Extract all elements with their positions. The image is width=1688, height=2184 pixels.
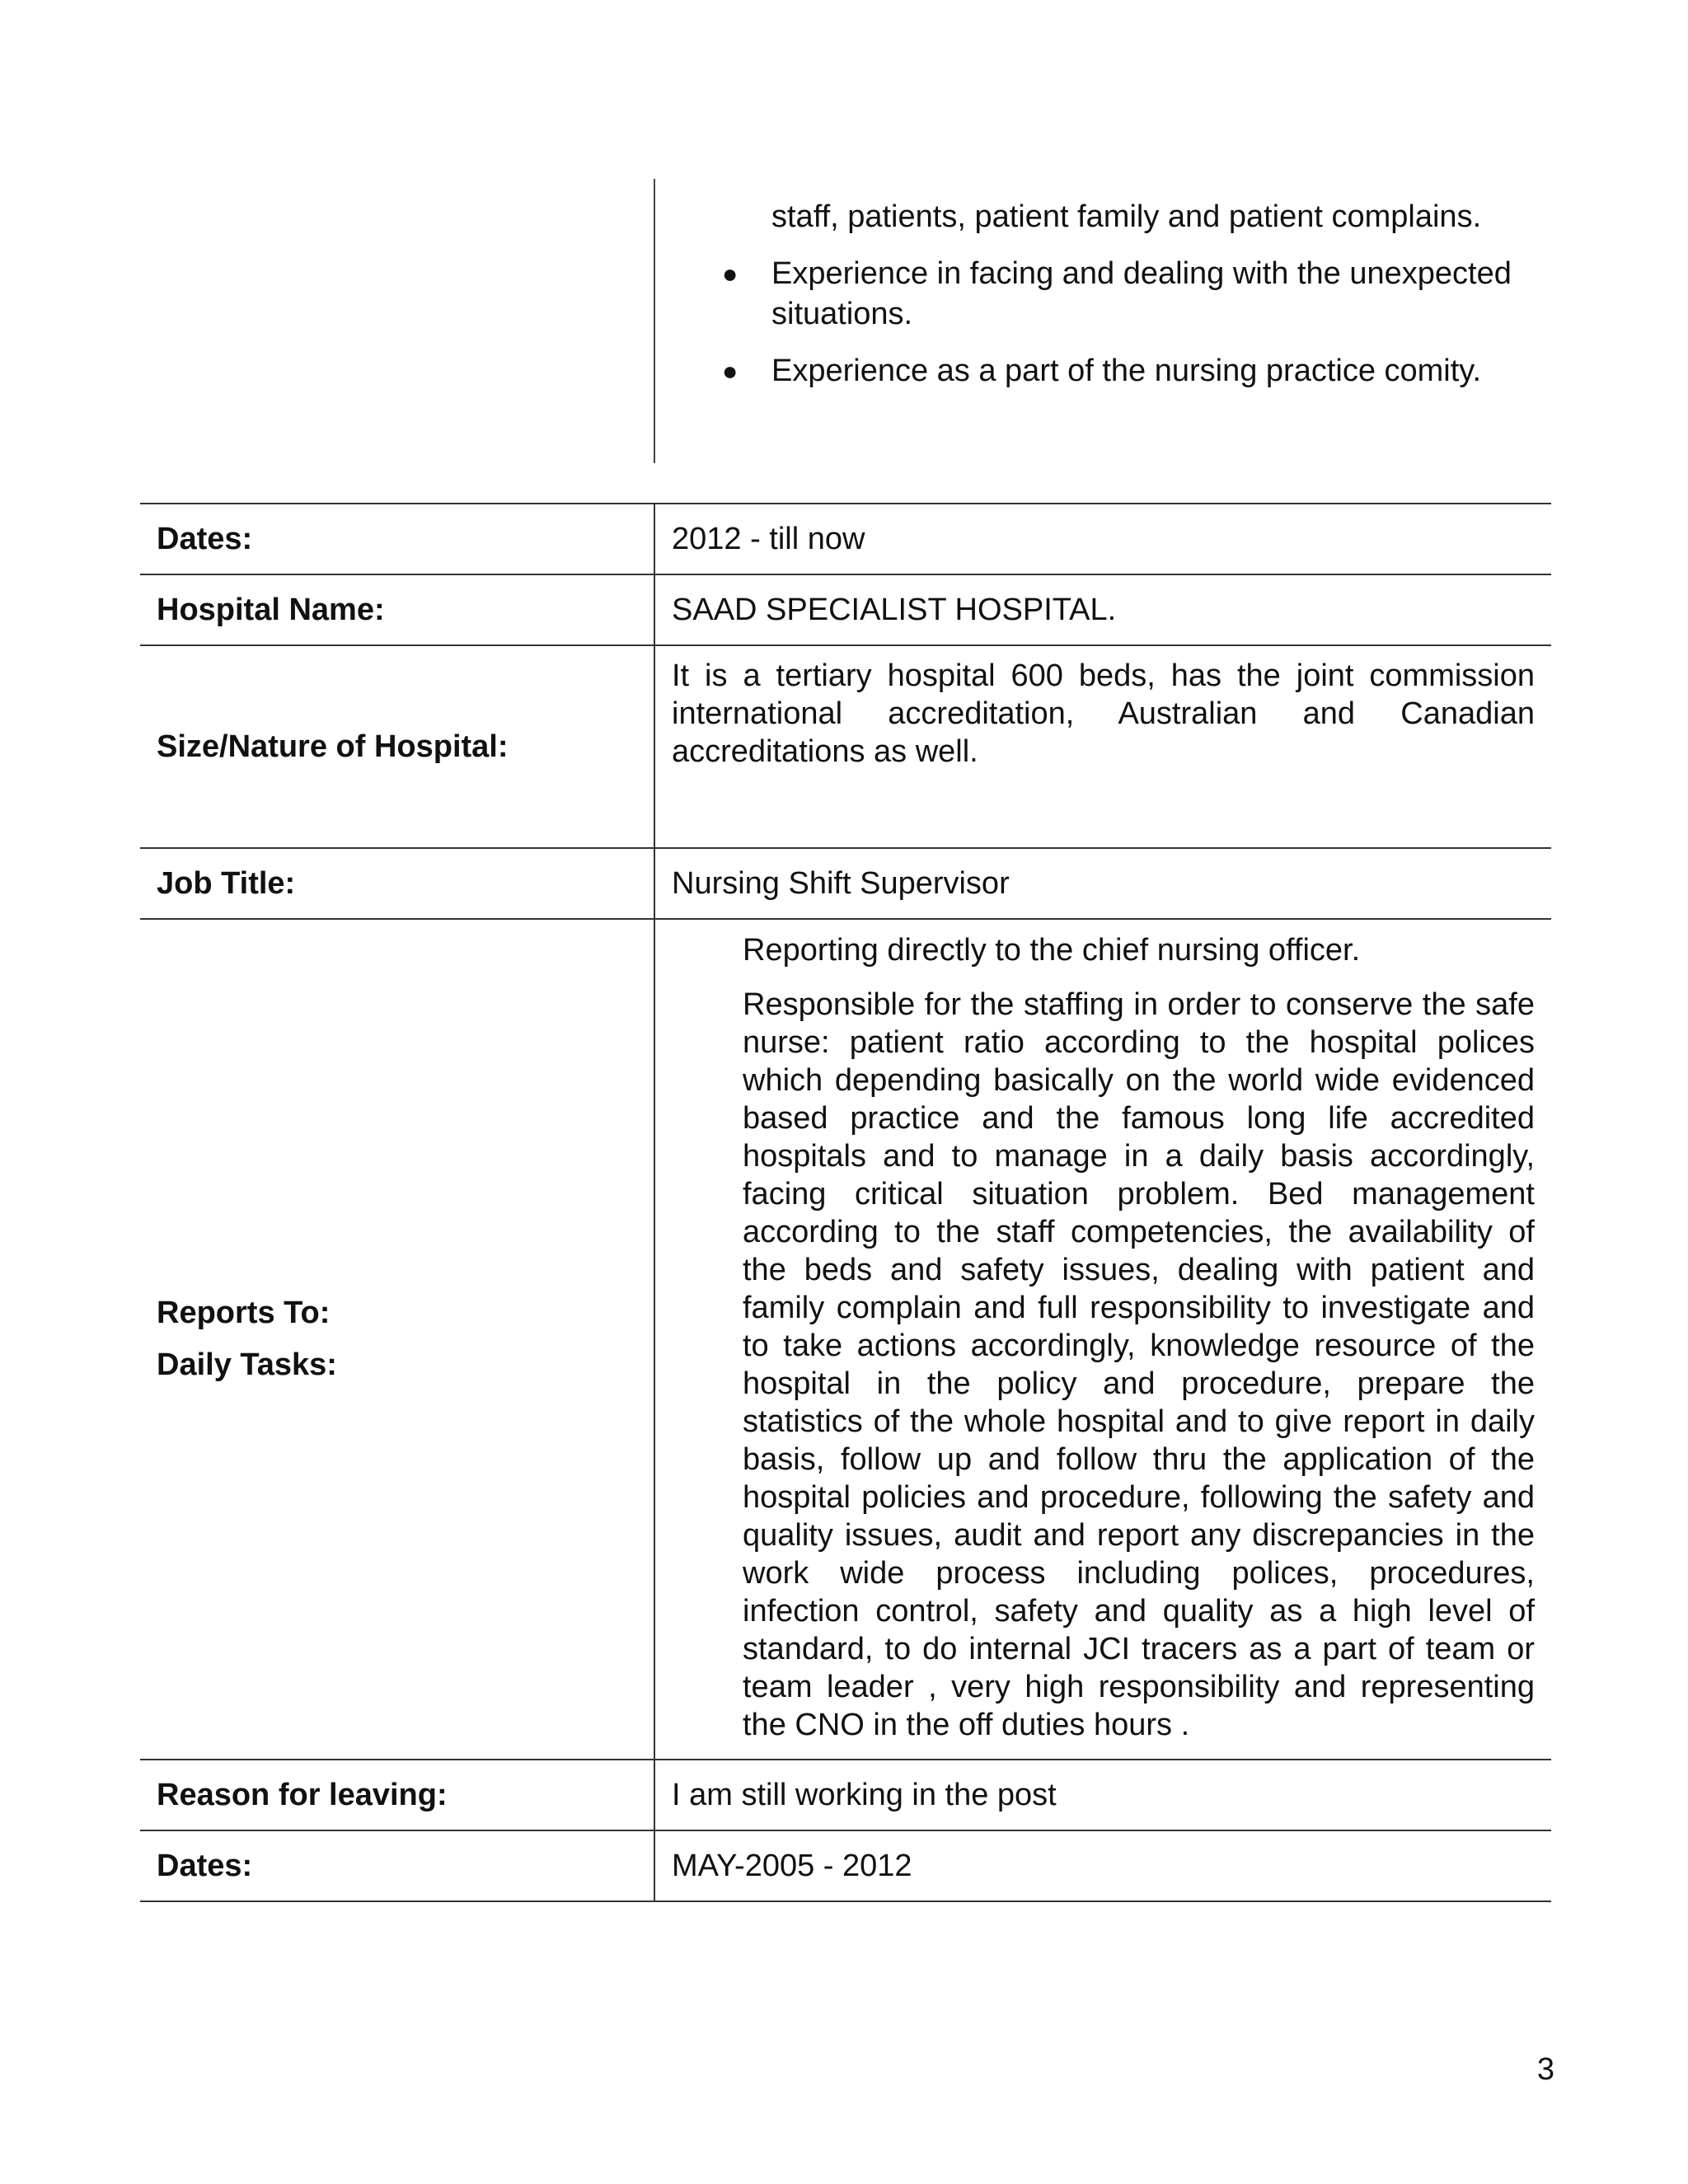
dates-label: Dates: [140,504,654,574]
continuation-line: staff, patients, patient family and patient complains. [771,199,1482,234]
bullet-text: Experience in facing and dealing with the unexpected situations. [771,256,1512,331]
dates-value: MAY-2005 - 2012 [654,1830,1551,1901]
bullet-text: Experience as a part of the nursing practice comity. [771,354,1482,388]
hospital-size-label: Size/Nature of Hospital: [140,645,654,848]
reports-tasks-value [654,919,1551,1760]
dates-value: 2012 - till now [654,504,1551,574]
reports-tasks-label [140,919,654,1760]
hospital-name-label: Hospital Name: [140,574,654,645]
reports-to-label: Reports To: [157,1296,331,1330]
hospital-name-value: SAAD SPECIALIST HOSPITAL. [654,574,1551,645]
bullet-item [722,254,1596,335]
table-row [140,1830,1551,1901]
column-divider [654,179,655,463]
table-row [140,919,1551,1760]
bullet-icon: ● [722,259,738,288]
continuation-text [722,197,1596,408]
daily-tasks-label: Daily Tasks: [157,1347,337,1382]
bullet-item [722,351,1596,391]
bullet-icon: ● [722,356,738,386]
table-row [140,645,1551,848]
employment-details-table [140,503,1551,1902]
table-row [140,1760,1551,1830]
page-number: 3 [1536,2052,1554,2087]
table-row [140,504,1551,574]
experience-bullet-list [722,254,1596,391]
previous-entry-continuation [140,179,1550,463]
job-title-label: Job Title: [140,848,654,919]
reason-leaving-value: I am still working in the post [654,1760,1551,1830]
reports-to-value: Reporting directly to the chief nursing officer. [743,933,1361,968]
daily-tasks-value: Responsible for the staffing in order to conserve the safe nurse: patient ratio according to the hospital polices which depending basically on the world wide evidenced based practice and the famous long life accredited hospitals and to manage in a daily basis accordingly, facing critical situation problem. Bed management according to the staff competencies, the availability of the beds and safety issues, dealing with patient and family complain and full responsibility to investigate and to take actions accordingly, knowledge resource of the hospital in the policy and procedure, prepare the statistics of the whole hospital and to give report in daily basis, follow up and follow thru the application of the hospital policies and procedure, following the safety and quality issues, audit and report any discrepancies in the work wide process including polices, procedures, infection control, safety and quality as a high level of standard, to do internal JCI tracers as a part of team or team leader , very high responsibility and representing the CNO in the off duties hours . [743,987,1535,1742]
table-row [140,848,1551,919]
dates-label: Dates: [140,1830,654,1901]
reason-leaving-label: Reason for leaving: [140,1760,654,1830]
table-row [140,574,1551,645]
job-title-value: Nursing Shift Supervisor [654,848,1551,919]
hospital-size-value: It is a tertiary hospital 600 beds, has the joint commission international accreditation, Australian and Canadian accreditations as well. [654,645,1551,848]
